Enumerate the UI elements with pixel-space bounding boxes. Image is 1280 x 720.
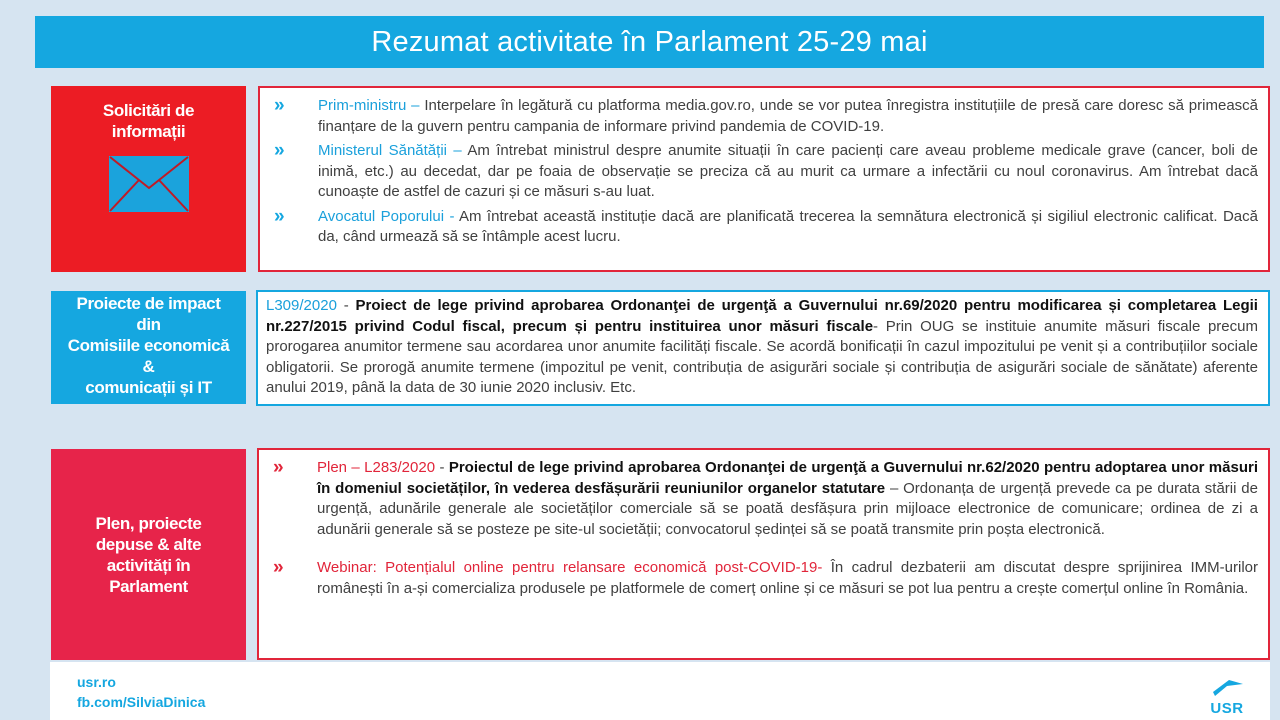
item-lead: Webinar: Potențialul online pentru relansare economică post-COVID-19- [317, 559, 831, 576]
bullet-chevron-icon: » [274, 205, 285, 227]
project-title: Proiect de lege privind aprobarea Ordonanţei de urgenţă a Guvernului nr.69/2020 pentru modificarea și completarea Legii nr.227/2015 privind Codul fiscal, precum și pentru instituirea unor măsuri fiscale [266, 297, 1258, 335]
information-requests-box [258, 86, 1270, 272]
list-item [273, 458, 1258, 540]
list-item [274, 141, 1258, 203]
section-label-text: Plen, proiecte depuse & alte activități în Parlament [95, 513, 202, 596]
item-text: Am întrebat această instituție dacă are planificată trecerea la semnătura electronică și sigiliul electronic calificat. Dacă da, când urmează să se întâmple acest lucru. [318, 207, 1258, 245]
bullet-chevron-icon: » [274, 95, 285, 116]
item-text: – Ordonanța de urgență prevede ca pe durata stării de urgență, adunările generale ale societăților comerciale să se poată desfășura prin mijloace electronice de comunicare; ordinea de zi a adunării generale să se posteze pe site-ul societății; convocatorul ședinței să se poată transmite prin poșta electronică. [317, 479, 1258, 538]
separator: - [336, 297, 356, 314]
usr-logo-mark-icon [1205, 676, 1249, 700]
item-lead: Prim-ministru – [318, 97, 425, 114]
section-label-plenary [51, 449, 246, 660]
list-item [274, 207, 1258, 248]
envelope-icon [109, 156, 189, 212]
project-code: L309/2020 [266, 297, 337, 314]
list-item [273, 558, 1258, 599]
usr-logo-text: USR [1210, 700, 1244, 717]
bullet-chevron-icon: » [273, 557, 284, 578]
separator: - [435, 459, 449, 476]
list-item [274, 96, 1258, 137]
item-text: Am întrebat ministrul despre anumite situații în care pacienți care aveau probleme medicale grave (cancer, boli de inimă, etc.) au decedat, dar pe foaia de observație se preciza că au murit ca urmare a infectării cu noul coronavirus. Am întrebat dacă cunoaște de astfel de cazuri și ce măsuri s-au luat. [318, 142, 1258, 200]
project-description: - Prin OUG se instituie anumite măsuri fiscale precum prorogarea anumitor termene sau acordarea unor anumite facilități fiscale. Se acordă bonificații în cazul impozitului pe venit și a contribuțiilor sociale obligatorii. Se prorogă anumite termene (impozitul pe venit, contribuția de asigurări sociale și contribuția de asigurări sociale de sănătate) aferente anului 2019, până la data de 30 iunie 2020 inclusiv. Etc. [266, 317, 1258, 396]
section-label-information-requests [51, 86, 246, 272]
item-bold-title: Proiectul de lege privind aprobarea Ordonanţei de urgenţă a Guvernului nr.62/2020 pentru adoptarea unor măsuri în domeniul societăților, în vederea desfășurării reuniunilor organelor statutare [317, 459, 1258, 497]
footer [50, 662, 1270, 720]
item-text: Interpelare în legătură cu platforma media.gov.ro, unde se vor putea înregistra instituțiile de presă care doresc să primească finanțare de la guvern pentru campania de informare privind pandemia de COVID-19. [318, 97, 1258, 135]
item-lead: Plen – L283/2020 [317, 459, 436, 476]
item-text: În cadrul dezbaterii am discutat despre sprijinirea IMM-urilor românești în a-și comercializa produsele pe platformele de comerț online și ce măsuri se pot lua pentru a crește comerțul online în România. [317, 559, 1259, 597]
impact-projects-box [256, 290, 1270, 406]
plenary-box [257, 448, 1270, 660]
section-label-impact-projects [51, 291, 246, 404]
usr-logo [1205, 676, 1249, 718]
footer-link-website[interactable]: usr.ro [77, 674, 116, 690]
footer-link-facebook[interactable]: fb.com/SilviaDinica [77, 694, 206, 710]
bullet-chevron-icon: » [273, 457, 284, 478]
item-lead: Ministerul Sănătății – [318, 142, 468, 159]
page-title: Rezumat activitate în Parlament 25-29 mai [35, 16, 1264, 68]
item-lead: Avocatul Poporului - [318, 207, 460, 225]
section-label-text: Proiecte de impact din Comisiile economică & comunicații și IT [67, 294, 230, 397]
footer-links [77, 672, 205, 712]
section-label-text: Solicitări de informații [102, 101, 195, 141]
bullet-chevron-icon: » [274, 140, 285, 161]
